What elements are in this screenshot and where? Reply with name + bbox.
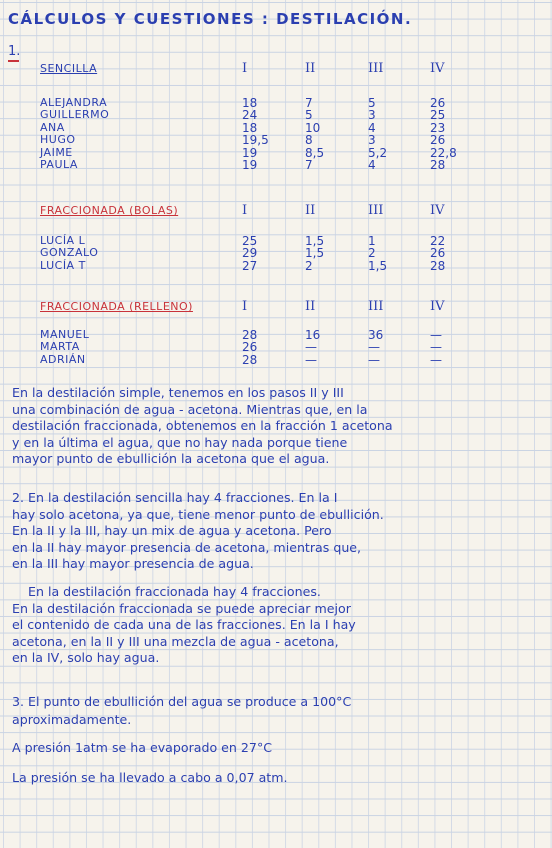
column-header: I [242,61,248,76]
text-line: en la III hay mayor presencia de agua. [12,556,254,572]
text-line: mayor punto de ebullición la acetona que el agua. [12,451,330,467]
row-name: GUILLERMO [40,108,110,122]
table-cell: 16 [305,328,321,342]
row-name: LUCÍA T [40,258,86,272]
text-line: y en la última el agua, que no hay nada porque tiene [12,434,348,450]
text-line: En la destilación fraccionada hay 4 fracciones. [12,584,321,599]
column-header: IV [430,61,445,76]
table-cell: 19,5 [242,133,269,148]
table-cell: 18 [242,120,258,135]
section-1-number: 1. [8,44,21,59]
column-header: III [368,299,384,314]
column-header: I [242,203,248,218]
table-cell: — [305,352,317,367]
text-line: 3. El punto de ebullición del agua se produce a 100°C [12,694,352,709]
row-name: GONZALO [40,246,99,260]
table-header: FRACCIONADA (RELLENO) [40,300,193,313]
column-header: I [242,299,248,314]
text-line: En la destilación fraccionada se puede apreciar mejor [12,600,351,616]
text-line: En la destilación simple, tenemos en los pasos II y III [12,385,344,400]
text-line: en la II hay mayor presencia de acetona, mientras que, [12,539,362,555]
table-cell: 36 [368,328,384,342]
table-cell: 24 [242,108,258,123]
table-cell: 28 [430,158,446,172]
text-line: hay solo acetona, ya que, tiene menor punto de ebullición. [12,506,384,522]
table-cell: 1,5 [305,246,325,261]
table-cell: 26 [430,96,446,110]
row-name: MANUEL [40,328,90,341]
column-header: II [305,203,316,218]
table-cell: 1,5 [305,234,325,248]
text-line: una combinación de agua - acetona. Mientras que, en la [12,401,368,417]
table-cell: 5 [368,96,376,110]
table-cell: 25 [430,108,446,123]
table-cell: 3 [368,133,376,148]
table-cell: — [368,352,380,367]
table-cell: — [368,340,380,355]
row-name: ALEJANDRA [40,96,108,109]
table-cell: 28 [430,258,446,273]
table-cell: 7 [305,96,313,110]
text-line: acetona, en la II y III una mezcla de agua - acetona, [12,633,339,649]
row-name: LUCÍA L [40,234,86,247]
table-cell: 7 [305,158,313,172]
table-cell: 2 [305,258,313,273]
table-cell: 1 [368,234,376,248]
text-line: en la IV, solo hay agua. [12,650,160,666]
table-header: FRACCIONADA (BOLAS) [40,204,179,217]
row-name: ADRIÁN [40,352,86,366]
column-header: IV [430,203,445,218]
table-cell: 22 [430,234,446,248]
table-cell: 26 [242,340,258,355]
section-1-underline [8,60,19,62]
column-header: II [305,299,316,314]
table-header: SENCILLA [40,62,98,75]
table-cell: 26 [430,133,446,148]
table-cell: — [430,352,442,367]
column-header: II [305,61,316,76]
table-cell: 18 [242,96,258,110]
text-line: destilación fraccionada, obtenemos en la fracción 1 acetona [12,418,393,434]
table-cell: 28 [242,352,258,367]
table-cell: 19 [242,145,258,160]
text-line: 2. En la destilación sencilla hay 4 fracciones. En la I [12,490,338,505]
table-cell: 23 [430,120,446,135]
row-name: JAIME [40,145,73,159]
table-cell: — [305,340,317,355]
table-cell: 22,8 [430,145,457,160]
table-cell: 4 [368,158,376,172]
column-header: IV [430,299,445,314]
table-cell: 8,5 [305,145,325,160]
table-cell: 29 [242,246,258,261]
table-cell: 3 [368,108,376,123]
text-line: el contenido de cada una de las fracciones. En la I hay [12,617,356,633]
table-cell: 8 [305,133,313,148]
table-cell: 5 [305,108,313,123]
column-header: III [368,203,384,218]
table-cell: 28 [242,328,258,342]
text-line: La presión se ha llevado a cabo a 0,07 atm. [12,770,288,785]
table-cell: 26 [430,246,446,261]
table-cell: 10 [305,120,321,135]
row-name: ANA [40,120,65,134]
page-title: CÁLCULOS Y CUESTIONES : DESTILACIÓN. [8,10,413,28]
column-header: III [368,61,384,76]
table-cell: 27 [242,258,258,273]
table-cell: 19 [242,158,258,172]
row-name: HUGO [40,133,76,147]
text-line: En la II y la III, hay un mix de agua y acetona. Pero [12,523,332,539]
table-cell: 1,5 [368,258,388,273]
table-cell: 4 [368,120,376,135]
text-line: aproximadamente. [12,712,132,727]
table-cell: — [430,328,442,342]
row-name: PAULA [40,158,78,171]
table-cell: — [430,340,442,355]
table-cell: 25 [242,234,258,248]
row-name: MARTA [40,340,80,354]
text-line: A presión 1atm se ha evaporado en 27°C [12,740,273,755]
table-cell: 2 [368,246,376,261]
table-cell: 5,2 [368,145,388,160]
